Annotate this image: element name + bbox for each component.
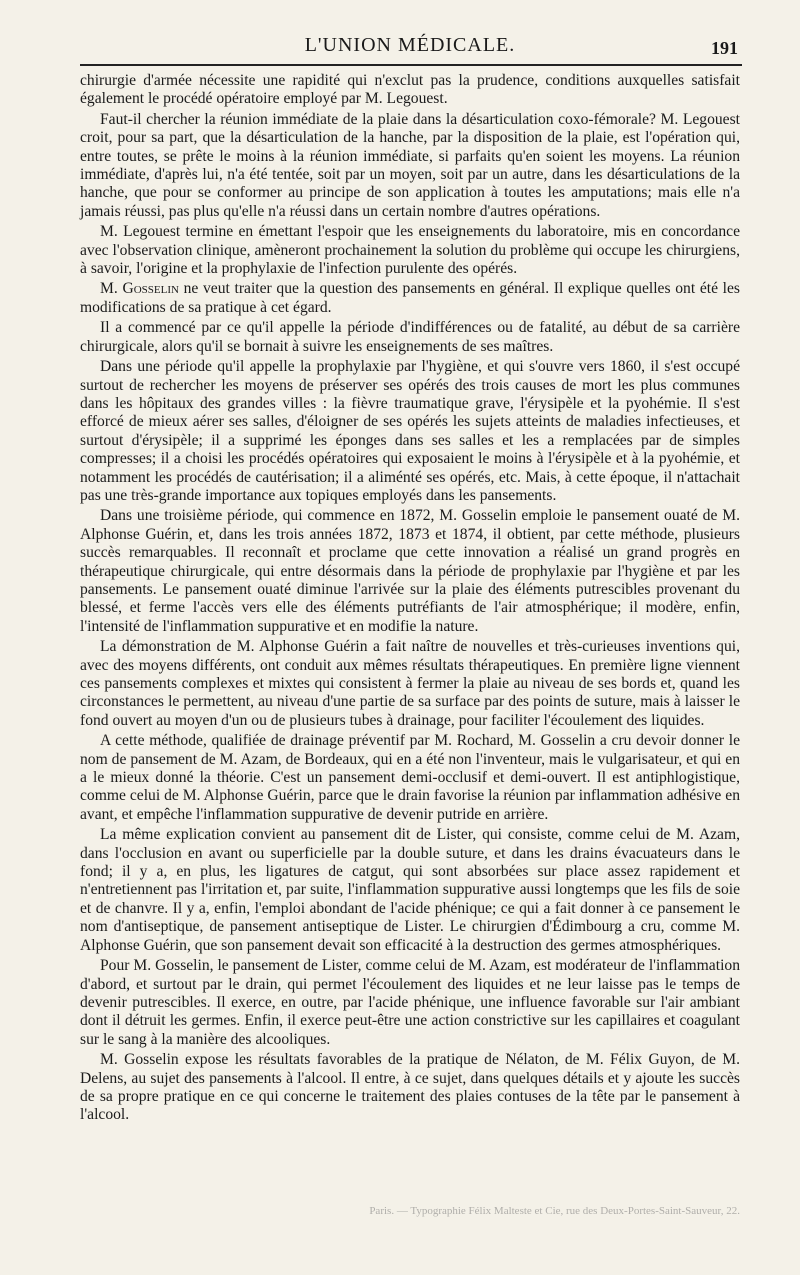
paragraph: M. Gosselin expose les résultats favorables de la pratique de Nélaton, de M. Félix Guyon, de M. Delens, au sujet des pansements à l'alcool. Il entre, à ce sujet, dans quelques détails et y ajoute les succès de sa propre pratique en ce qui concerne le traitement des plaies contuses de la tête par le pansement à l'alcool. bbox=[80, 1051, 740, 1124]
article-body bbox=[80, 72, 740, 1127]
page-header bbox=[80, 32, 740, 62]
author-name: M. Gosselin bbox=[100, 280, 179, 298]
paragraph: Faut-il chercher la réunion immédiate de la plaie dans la désarticulation coxo-fémorale? M. Legouest croit, pour sa part, que la désarticulation de la hanche, par la disposition de la plaie, est l'opération qui, entre toutes, se prête le moins à la réunion immédiate, si parfaits qu'en soient les moyens. La réunion immédiate, d'après lui, n'a été tentée, soit par un moyen, soit par un autre, dans les désarticulations de la hanche, que pour se conformer au principe de son application à toutes les amputations; mais elle n'a jamais réussi, pas plus qu'elle n'a réussi dans un certain nombre d'autres opérations. bbox=[80, 110, 740, 220]
paragraph: La même explication convient au pansement dit de Lister, qui consiste, comme celui de M. Azam, dans l'occlusion en avant ou superficielle par la double suture, et dans les drains évacuateurs dans le fond; il y a, en plus, les ligatures de catgut, qui sont absorbées sur place assez rapidement et n'entretiennent pas l'irritation et, par suite, l'inflammation suppurative aussi longtemps que les fils de soie et de chanvre. Il y a, enfin, l'emploi abondant de l'acide phénique; ce qui a fait donner à ce pansement le nom d'antiseptique, de pansement antiseptique de Lister. Le chirurgien d'Édimbourg a cru, comme M. Alphonse Guérin, que son pansement devait son efficacité à la destruction des germes atmosphériques. bbox=[80, 826, 740, 954]
paragraph bbox=[80, 280, 740, 317]
page-number: 191 bbox=[711, 38, 738, 58]
paragraph: M. Legouest termine en émettant l'espoir que les enseignements du laboratoire, mis en concordance avec l'observation clinique, amèneront prochainement la solution du problème qui occupe les chirurgiens, à savoir, l'origine et la prophylaxie de l'infection purulente des opérés. bbox=[80, 223, 740, 278]
paragraph: La démonstration de M. Alphonse Guérin a fait naître de nouvelles et très-curieuses inventions qui, avec des moyens différents, ont conduit aux mêmes résultats thérapeutiques. En première ligne viennent ces pansements complexes et mixtes qui consistent à fermer la plaie au niveau de ses bords et, quand les circonstances le permettent, au niveau d'une partie de sa surface par des points de suture, mais à laisser le fond ouvert au moyen d'un ou de plusieurs tubes à drainage, pour faciliter l'écoulement des liquides. bbox=[80, 638, 740, 729]
paragraph: Pour M. Gosselin, le pansement de Lister, comme celui de M. Azam, est modérateur de l'inflammation d'abord, et surtout par le drain, qui permet l'écoulement des liquides et ne leur laisse pas le temps de devenir putrescibles. Il exerce, en outre, par l'acide phénique, une influence favorable sur l'air ambiant dont il détruit les germes. Enfin, il exerce peut-être une action constrictive sur les capillaires et coagulant sur le sang à la manière des alcooliques. bbox=[80, 957, 740, 1048]
paragraph: Dans une troisième période, qui commence en 1872, M. Gosselin emploie le pansement ouaté de M. Alphonse Guérin, et, dans les trois années 1872, 1873 et 1874, il obtient, par cette méthode, plusieurs succès remarquables. Il reconnaît et proclame que cette innovation a réalisé un grand progrès en thérapeutique chirurgicale, qui entre désormais dans la période de prophylaxie par l'hygiène et par les pansements. Le pansement ouaté diminue l'arrivée sur la plaie des éléments putrescibles provenant du blessé, et ferme l'accès vers elle des éléments putréfiants de l'air atmosphérique; il modère, enfin, l'intensité de l'inflammation suppurative et en modifie la nature. bbox=[80, 507, 740, 635]
paragraph: chirurgie d'armée nécessite une rapidité qui n'exclut pas la prudence, conditions auxquelles satisfait également le procédé opératoire employé par M. Legouest. bbox=[80, 72, 740, 108]
bleed-through-footer: Paris. — Typographie Félix Malteste et Cie, rue des Deux-Portes-Saint-Sauveur, 22. bbox=[369, 1205, 740, 1217]
paragraph-text: ne veut traiter que la question des pansements en général. Il explique quelles ont été les modifications de sa pratique à cet égard. bbox=[80, 280, 740, 316]
journal-title: L'UNION MÉDICALE. bbox=[304, 34, 516, 56]
header-rule bbox=[80, 64, 742, 66]
paragraph: A cette méthode, qualifiée de drainage préventif par M. Rochard, M. Gosselin a cru devoir donner le nom de pansement de M. Azam, de Bordeaux, qui en a été non l'inventeur, mais le vulgarisateur, et qui en a le mieux donné la théorie. C'est un pansement demi-occlusif et demi-ouvert. Il est antiphlogistique, comme celui de M. Alphonse Guérin, parce que le drain favorise la réunion par inflammation adhésive en avant, et empêche l'inflammation suppurative de devenir putride en arrière. bbox=[80, 732, 740, 823]
paragraph: Dans une période qu'il appelle la prophylaxie par l'hygiène, et qui s'ouvre vers 1860, il s'est occupé surtout de rechercher les moyens de préserver ses opérés des trois causes de mort les plus communes dans les hôpitaux des grandes villes : la fièvre traumatique grave, l'érysipèle et la pyohémie. Il s'est efforcé de mieux aérer ses salles, d'éloigner de ses opérés les sujets atteints de maladies infectieuses, et surtout d'érysipèle; il a supprimé les éponges dans ses salles et les a remplacées par de simples compresses; il a choisi les procédés opératoires qui exposaient le moins à l'érysipèle et à la pyohémie, et notamment les procédés de cautérisation; il a aliménté ses opérés, etc. Mais, à cette époque, il n'attachait pas une très-grande importance aux topiques employés dans les pansements. bbox=[80, 358, 740, 504]
paragraph: Il a commencé par ce qu'il appelle la période d'indifférences ou de fatalité, au début de sa carrière chirurgicale, alors qu'il se bornait à suivre les enseignements de ses maîtres. bbox=[80, 319, 740, 355]
